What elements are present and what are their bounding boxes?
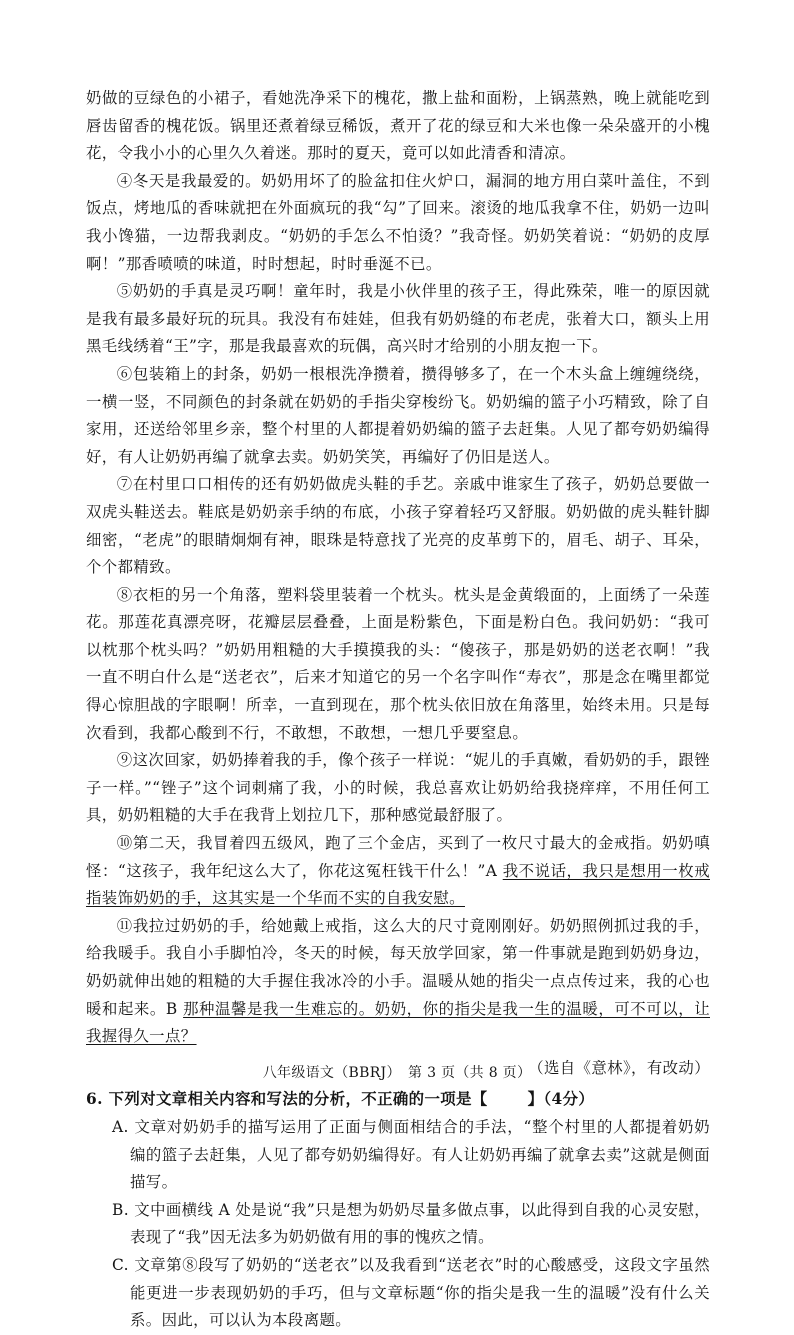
underline-b: 那种温馨是我一生难忘的。奶奶，你的指尖是我一生的温暖，可不可以，让我握得久一点？ bbox=[86, 999, 710, 1046]
question-6-text: 6. 下列对文章相关内容和写法的分析，不正确的一项是【 bbox=[86, 1090, 488, 1109]
paragraph-7: ⑦在村里口口相传的还有奶奶做虎头鞋的手艺。亲戚中谁家生了孩子，奶奶总要做一双虎头鞋送去。鞋底是奶奶亲手纳的布底，小孩子穿着轻巧又舒服。奶奶做的虎头鞋针脚细密，“老虎”的眼睛炯炯有神，眼珠是特意找了光亮的皮革剪下的，眉毛、胡子、耳朵，个个都精致。 bbox=[86, 475, 710, 577]
paragraph-continued: 奶做的豆绿色的小裙子，看她洗净采下的槐花，撒上盐和面粉，上锅蒸熟，晚上就能吃到唇齿留香的槐花饭。锅里还煮着绿豆稀饭，煮开了花的绿豆和大米也像一朵朵盛开的小槐花，令我小小的心里久久着迷。那时的夏天，竟可以如此清香和清凉。 bbox=[86, 89, 710, 163]
paragraph-9: ⑨这次回家，奶奶捧着我的手，像个孩子一样说：“妮儿的手真嫩，看奶奶的手，跟锉子一样。”“锉子”这个词刺痛了我，小的时候，我总喜欢让奶奶给我挠痒痒，不用任何工具，奶奶粗糙的大手在我背上划拉几下，那种感觉最舒服了。 bbox=[86, 751, 710, 825]
option-a: A. 文章对奶奶手的描写运用了正面与侧面相结合的手法，“整个村里的人都提着奶奶编的篮子去赶集，人见了都夸奶奶编得好。有人让奶奶再编了就拿去卖”这就是侧面描写。 bbox=[112, 1117, 710, 1192]
paragraph-10-text: ⑩第二天，我冒着四五级风，跑了三个金店，买到了一枚尺寸最大的金戒指。奶奶嗔怪：“这孩子，我年纪这么大了，你花这冤枉钱干什么！”A bbox=[86, 834, 710, 880]
paragraph-4: ④冬天是我最爱的。奶奶用坏了的脸盆扣住火炉口，漏洞的地方用白菜叶盖住，不到饭点，烤地瓜的香味就把在外面疯玩的我“勾”了回来。滚烫的地瓜我拿不住，奶奶一边叫我小馋猫，一边帮我剥皮。“奶奶的手怎么不怕烫？”我奇怪。奶奶笑着说：“奶奶的皮厚啊！”那香喷喷的味道，时时想起，时时垂涎不已。 bbox=[86, 171, 710, 273]
paragraph-11-text: ⑪我拉过奶奶的手，给她戴上戒指，这么大的尺寸竟刚刚好。奶奶照例抓过我的手，给我暖手。我自小手脚怕冷，冬天的时候，每天放学回家，第一件事就是跑到奶奶身边，奶奶就伸出她的粗糙的大手握住我冰冷的小手。温暖从她的指尖一点点传过来，我的心也暖和起来。B bbox=[86, 916, 710, 1018]
source-citation: （选自《意林》，有改动） bbox=[528, 1058, 710, 1077]
underline-a: 我不说话，我只是想用一枚戒指装饰奶奶的手，这其实是一个华而不实的自我安慰。 bbox=[86, 861, 710, 908]
exam-page bbox=[86, 85, 710, 1335]
question-6-stem bbox=[86, 1086, 710, 1114]
option-b: B. 文中画横线 A 处是说“我”只是想为奶奶尽量多做点事，以此得到自我的心灵安慰，表现了“我”因无法多为奶奶做有用的事的愧疚之情。 bbox=[112, 1200, 710, 1247]
question-6-score: 】（4分） bbox=[527, 1090, 595, 1109]
paragraph-8: ⑧衣柜的另一个角落，塑料袋里装着一个枕头。枕头是金黄缎面的，上面绣了一朵莲花。那莲花真漂亮呀，花瓣层层叠叠，上面是粉紫色，下面是粉白色。我问奶奶：“我可以枕那个枕头吗？”奶奶用粗糙的大手摸摸我的头：“傻孩子，那是奶奶的送老衣啊！”我一直不明白什么是“送老衣”，后来才知道它的另一个名字叫作“寿衣”，那是念在嘴里都觉得心惊胆战的字眼啊！所幸，一直到现在，那个枕头依旧放在角落里，始终未用。只是每次看到，我都心酸到不行，不敢想，不敢想，一想几乎要窒息。 bbox=[86, 585, 710, 742]
paragraph-11 bbox=[86, 913, 710, 1051]
paragraph-5: ⑤奶奶的手真是灵巧啊！童年时，我是小伙伴里的孩子王，得此殊荣，唯一的原因就是我有最多最好玩的玩具。我没有布娃娃，但我有奶奶缝的布老虎，张着大口，额头上用黑毛线绣着“王”字，那是我最喜欢的玩偶，高兴时才给别的小朋友抱一下。 bbox=[86, 282, 710, 356]
page-footer: 八年级语文（BBRJ） 第 3 页（共 8 页） bbox=[262, 1065, 532, 1081]
paragraph-6: ⑥包装箱上的封条，奶奶一根根洗净攒着，攒得够多了，在一个木头盒上缠缠绕绕，一横一竖，不同颜色的封条就在奶奶的手指尖穿梭纷飞。奶奶编的篮子小巧精致，除了自家用，还送给邻里乡亲，整个村里的人都提着奶奶编的篮子去赶集。人见了都夸奶奶编得好，有人让奶奶再编了就拿去卖。奶奶笑笑，再编好了仍旧是送人。 bbox=[86, 364, 710, 466]
paragraph-10 bbox=[86, 830, 710, 913]
option-c: C. 文章第⑧段写了奶奶的“送老衣”以及我看到“送老衣”时的心酸感受，这段文字虽然能更进一步表现奶奶的手巧，但与文章标题“你的指尖是我一生的温暖”没有什么关系。因此，可以认为本段离题。 bbox=[112, 1255, 710, 1330]
